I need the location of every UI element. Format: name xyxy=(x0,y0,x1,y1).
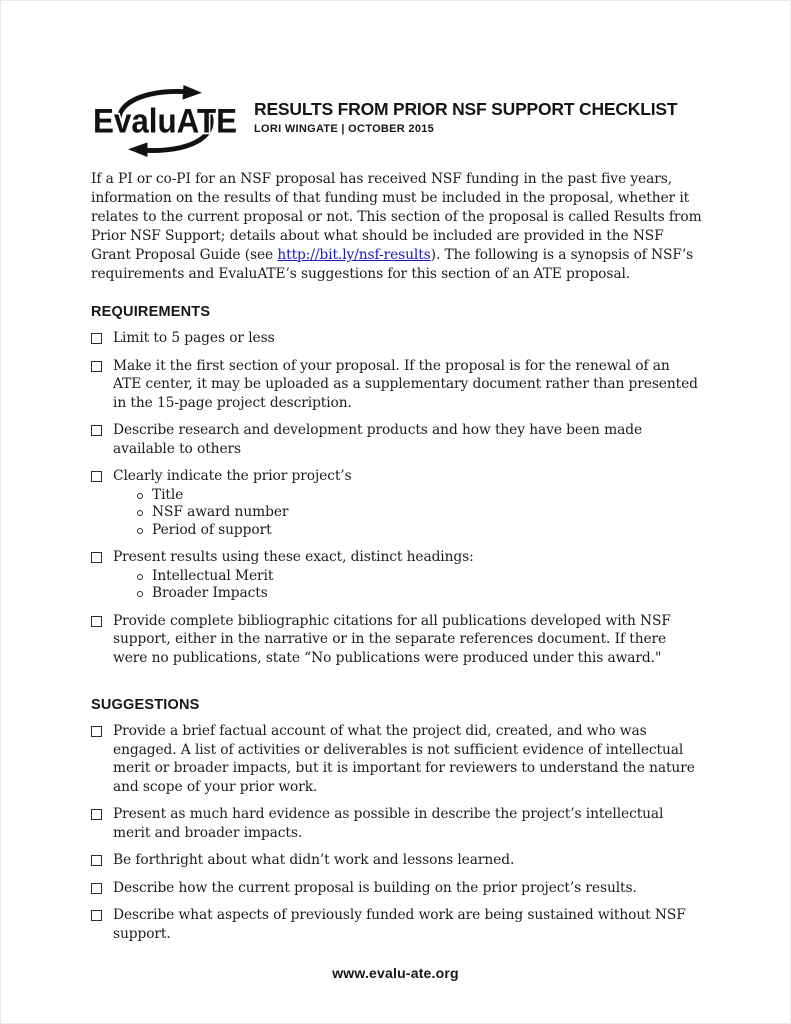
checkbox-icon xyxy=(91,809,102,820)
title-block xyxy=(254,85,677,135)
checkbox-icon xyxy=(91,425,102,436)
checkbox-icon xyxy=(91,471,102,482)
checklist-item xyxy=(91,612,702,668)
section-heading-suggestions: SUGGESTIONS xyxy=(91,697,200,713)
checklist-subitem-text: Broader Impacts xyxy=(152,585,268,601)
checkbox-icon xyxy=(91,333,102,344)
document-header xyxy=(91,85,702,157)
checklist-item-text: Provide a brief factual account of what the project did, created, and who was engaged. A list of activities or deliverables is not sufficient evidence of intellectual merit or broader impacts, but it is important for reviewers to understand the nature and scope of your prior work. xyxy=(113,723,695,795)
checkbox-icon xyxy=(91,883,102,894)
checklist-item-text: Be forthright about what didn’t work and lessons learned. xyxy=(113,852,515,868)
checklist-subitem-text: Title xyxy=(152,486,184,503)
evaluate-logo xyxy=(91,85,239,157)
checkbox-icon xyxy=(91,855,102,866)
footer-url: www.evalu-ate.org xyxy=(332,965,459,981)
checklist-item-text: Provide complete bibliographic citations for all publications developed with NSF support, either in the narrative or in the separate references document. If there were no publications, state “No publications were produced under this award." xyxy=(113,612,671,666)
checklist-item xyxy=(91,906,702,943)
circle-bullet-icon xyxy=(137,574,143,580)
checkbox-icon xyxy=(91,726,102,737)
checklist-item xyxy=(91,329,702,348)
checklist-subitem-text: NSF award number xyxy=(152,504,289,520)
sublist xyxy=(137,568,474,603)
page-title: RESULTS FROM PRIOR NSF SUPPORT CHECKLIST xyxy=(254,99,678,119)
checklist-item xyxy=(91,851,702,870)
byline: LORI WINGATE | OCTOBER 2015 xyxy=(254,123,435,135)
checklist-item xyxy=(91,357,702,413)
logo-wordmark: EvaluATE xyxy=(93,102,237,141)
checklist-item-text: Describe research and development products and how they have been made available to others xyxy=(113,422,643,457)
intro-text-after-link: ). The following is a synopsis of NSF’s requirements and EvaluATE’s suggestions for this section of an ATE proposal. xyxy=(91,247,694,282)
checklist-item-text: Clearly indicate the prior project’s xyxy=(113,468,352,484)
evaluate-logo-graphic xyxy=(91,85,239,157)
checklist-item xyxy=(91,879,702,898)
checklist-item xyxy=(91,421,702,458)
checklist-item xyxy=(91,722,702,796)
intro-paragraph xyxy=(91,170,702,284)
checklist-subitem xyxy=(137,522,352,540)
checklist-item-text: Present results using these exact, distinct headings: xyxy=(113,549,474,565)
checklist-item-text: Present as much hard evidence as possible in describe the project’s intellectual merit and broader impacts. xyxy=(113,806,664,841)
checklist-item-text: Make it the first section of your proposal. If the proposal is for the renewal of an ATE center, it may be uploaded as a supplementary document rather than presented in the 15-page project description. xyxy=(113,357,698,411)
checkbox-icon xyxy=(91,616,102,627)
checklist-item-text: Limit to 5 pages or less xyxy=(113,330,275,346)
nsf-results-link[interactable]: http://bit.ly/nsf-results xyxy=(277,247,431,263)
circle-bullet-icon xyxy=(137,528,143,534)
intro-text-before-link: If a PI or co-PI for an NSF proposal has received NSF funding in the past five years, information on the results of that funding must be included in the proposal, whether it relates to the current proposal or not. This section of the proposal is called Results from Prior NSF Support; details about what should be included are provided in the NSF Grant Proposal Guide (see xyxy=(91,171,702,263)
checklist-subitem-text: Intellectual Merit xyxy=(152,567,274,584)
checklist-subitem xyxy=(137,487,352,505)
checklist-subitem xyxy=(137,568,474,586)
checklist-item xyxy=(91,805,702,842)
checklist-item xyxy=(91,548,702,603)
circle-bullet-icon xyxy=(137,591,143,597)
checklist-item-text: Describe how the current proposal is building on the prior project’s results. xyxy=(113,879,637,896)
checkbox-icon xyxy=(91,910,102,921)
sublist xyxy=(137,487,352,540)
circle-bullet-icon xyxy=(137,510,143,516)
checkbox-icon xyxy=(91,361,102,372)
checklist-item xyxy=(91,467,702,539)
checklist-subitem xyxy=(137,585,474,603)
checklist-subitem-text: Period of support xyxy=(152,521,272,538)
circle-bullet-icon xyxy=(137,493,143,499)
checklist-subitem xyxy=(137,504,352,522)
checkbox-icon xyxy=(91,552,102,563)
checklist-item-text: Describe what aspects of previously funded work are being sustained without NSF support. xyxy=(113,907,686,942)
section-heading-requirements: REQUIREMENTS xyxy=(91,304,211,320)
